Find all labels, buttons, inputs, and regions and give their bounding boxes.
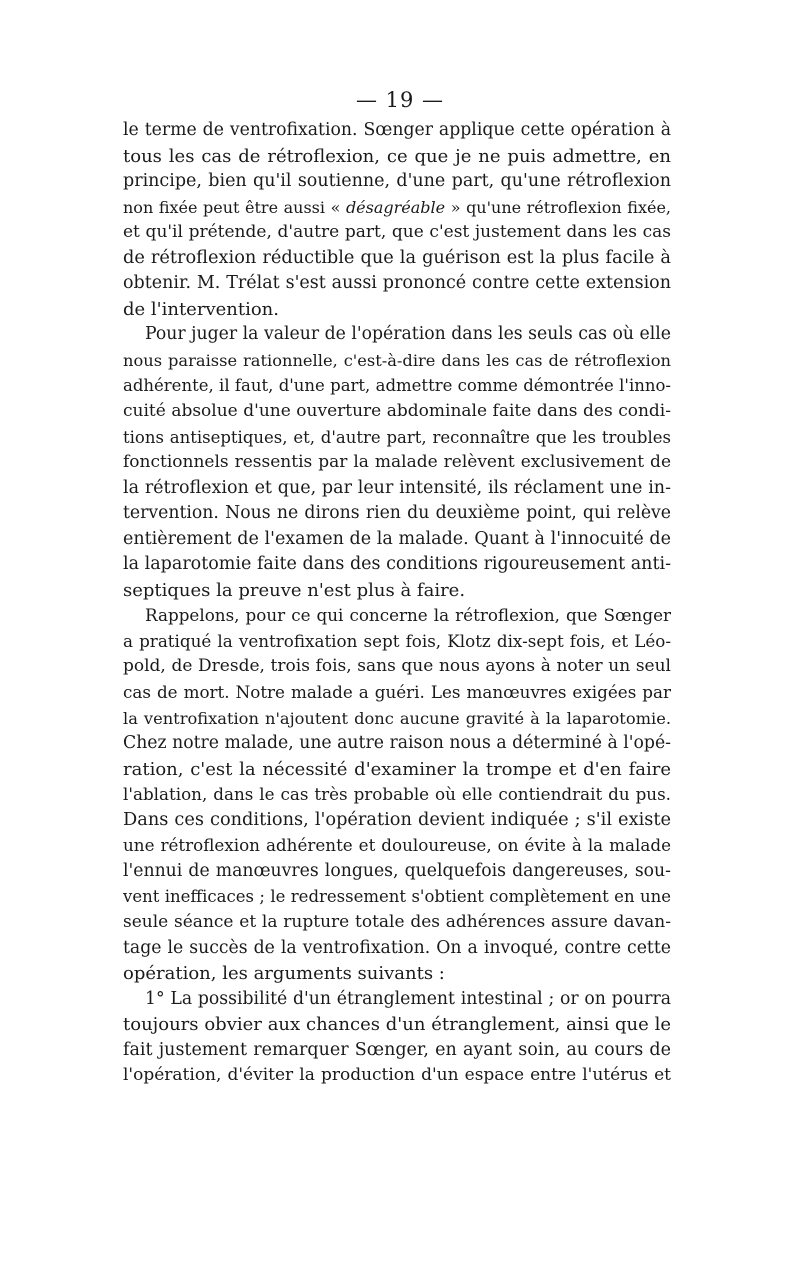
text-line: pold, de Dresde, trois fois, sans que nous ayons à noter un seul <box>123 656 671 677</box>
text-line: obtenir. M. Trélat s'est aussi prononcé contre cette extension <box>123 273 671 294</box>
text-line: vent inefficaces ; le redressement s'obtient complètement en une <box>123 887 671 907</box>
text-line: ration, c'est la nécessité d'examiner la trompe et d'en faire <box>123 758 671 780</box>
page-number: — 19 — <box>355 88 445 112</box>
text-line: Pour juger la valeur de l'opération dans les seuls cas où elle <box>145 324 671 345</box>
text-line: Rappelons, pour ce qui concerne la rétroflexion, que Sœnger <box>145 605 671 626</box>
text-line: principe, bien qu'il soutienne, d'une part, qu'une rétroflexion <box>123 171 671 192</box>
text-line: fait justement remarquer Sœnger, en ayant soin, au cours de <box>123 1039 671 1060</box>
text-line: le terme de ventrofixation. Sœnger applique cette opération à <box>123 120 671 140</box>
text-line: adhérente, il faut, d'une part, admettre comme démontrée l'inno- <box>123 376 671 396</box>
text-line: Dans ces conditions, l'opération devient indiquée ; s'il existe <box>123 809 671 830</box>
text-segment: » qu'une rétroflexion fixée, <box>450 197 671 217</box>
text-line: la laparotomie faite dans des conditions rigoureusement anti- <box>123 554 671 575</box>
italic-word: désagréable <box>345 197 446 217</box>
text-line: l'ennui de manœuvres longues, quelquefois dangereuses, sou- <box>123 860 671 881</box>
text-line: la rétroflexion et que, par leur intensité, ils réclament une in- <box>123 477 671 498</box>
text-line: 1° La possibilité d'un étranglement intestinal ; or on pourra <box>145 988 671 1009</box>
text-line: une rétroflexion adhérente et douloureuse, on évite à la malade <box>123 835 671 856</box>
text-line: nous paraisse rationnelle, c'est-à-dire dans les cas de rétroflexion <box>123 350 671 370</box>
text-line: tous les cas de rétroflexion, ce que je ne puis admettre, en <box>123 145 671 167</box>
text-line: de l'intervention. <box>123 298 279 320</box>
text-line: seule séance et la rupture totale des adhérences assure davan- <box>123 911 671 932</box>
text-line <box>123 195 671 221</box>
text-line: cas de mort. Notre malade a guéri. Les manœuvres exigées par <box>123 682 671 703</box>
body-text <box>123 118 671 1089</box>
text-line: de rétroflexion réductible que la guérison est la plus facile à <box>123 247 671 268</box>
text-segment: non fixée peut être aussi « <box>123 197 341 217</box>
text-line: tervention. Nous ne dirons rien du deuxième point, qui relève <box>123 503 671 524</box>
text-line: septiques la preuve n'est plus à faire. <box>123 579 466 601</box>
text-line: fonctionnels ressentis par la malade relèvent exclusivement de <box>123 452 671 473</box>
text-line: tions antiseptiques, et, d'autre part, reconnaître que les troubles <box>123 427 671 447</box>
text-line: toujours obvier aux chances d'un étranglement, ainsi que le <box>123 1014 671 1036</box>
text-line: a pratiqué la ventrofixation sept fois, Klotz dix-sept fois, et Léo- <box>123 630 671 651</box>
text-line: la ventrofixation n'ajoutent donc aucune gravité à la laparotomie. <box>123 708 671 728</box>
text-line: l'opération, d'éviter la production d'un espace entre l'utérus et <box>123 1065 671 1086</box>
text-line: tage le succès de la ventrofixation. On a invoqué, contre cette <box>123 937 671 958</box>
text-line: entièrement de l'examen de la malade. Quant à l'innocuité de <box>123 528 671 549</box>
text-line: Chez notre malade, une autre raison nous a déterminé à l'opé- <box>123 733 671 754</box>
text-line: l'ablation, dans le cas très probable où elle contiendrait du pus. <box>123 784 671 805</box>
text-line: opération, les arguments suivants : <box>123 963 445 985</box>
text-line: cuité absolue d'une ouverture abdominale faite dans des condi- <box>123 401 671 422</box>
text-line: et qu'il prétende, d'autre part, que c'est justement dans les cas <box>123 222 671 243</box>
